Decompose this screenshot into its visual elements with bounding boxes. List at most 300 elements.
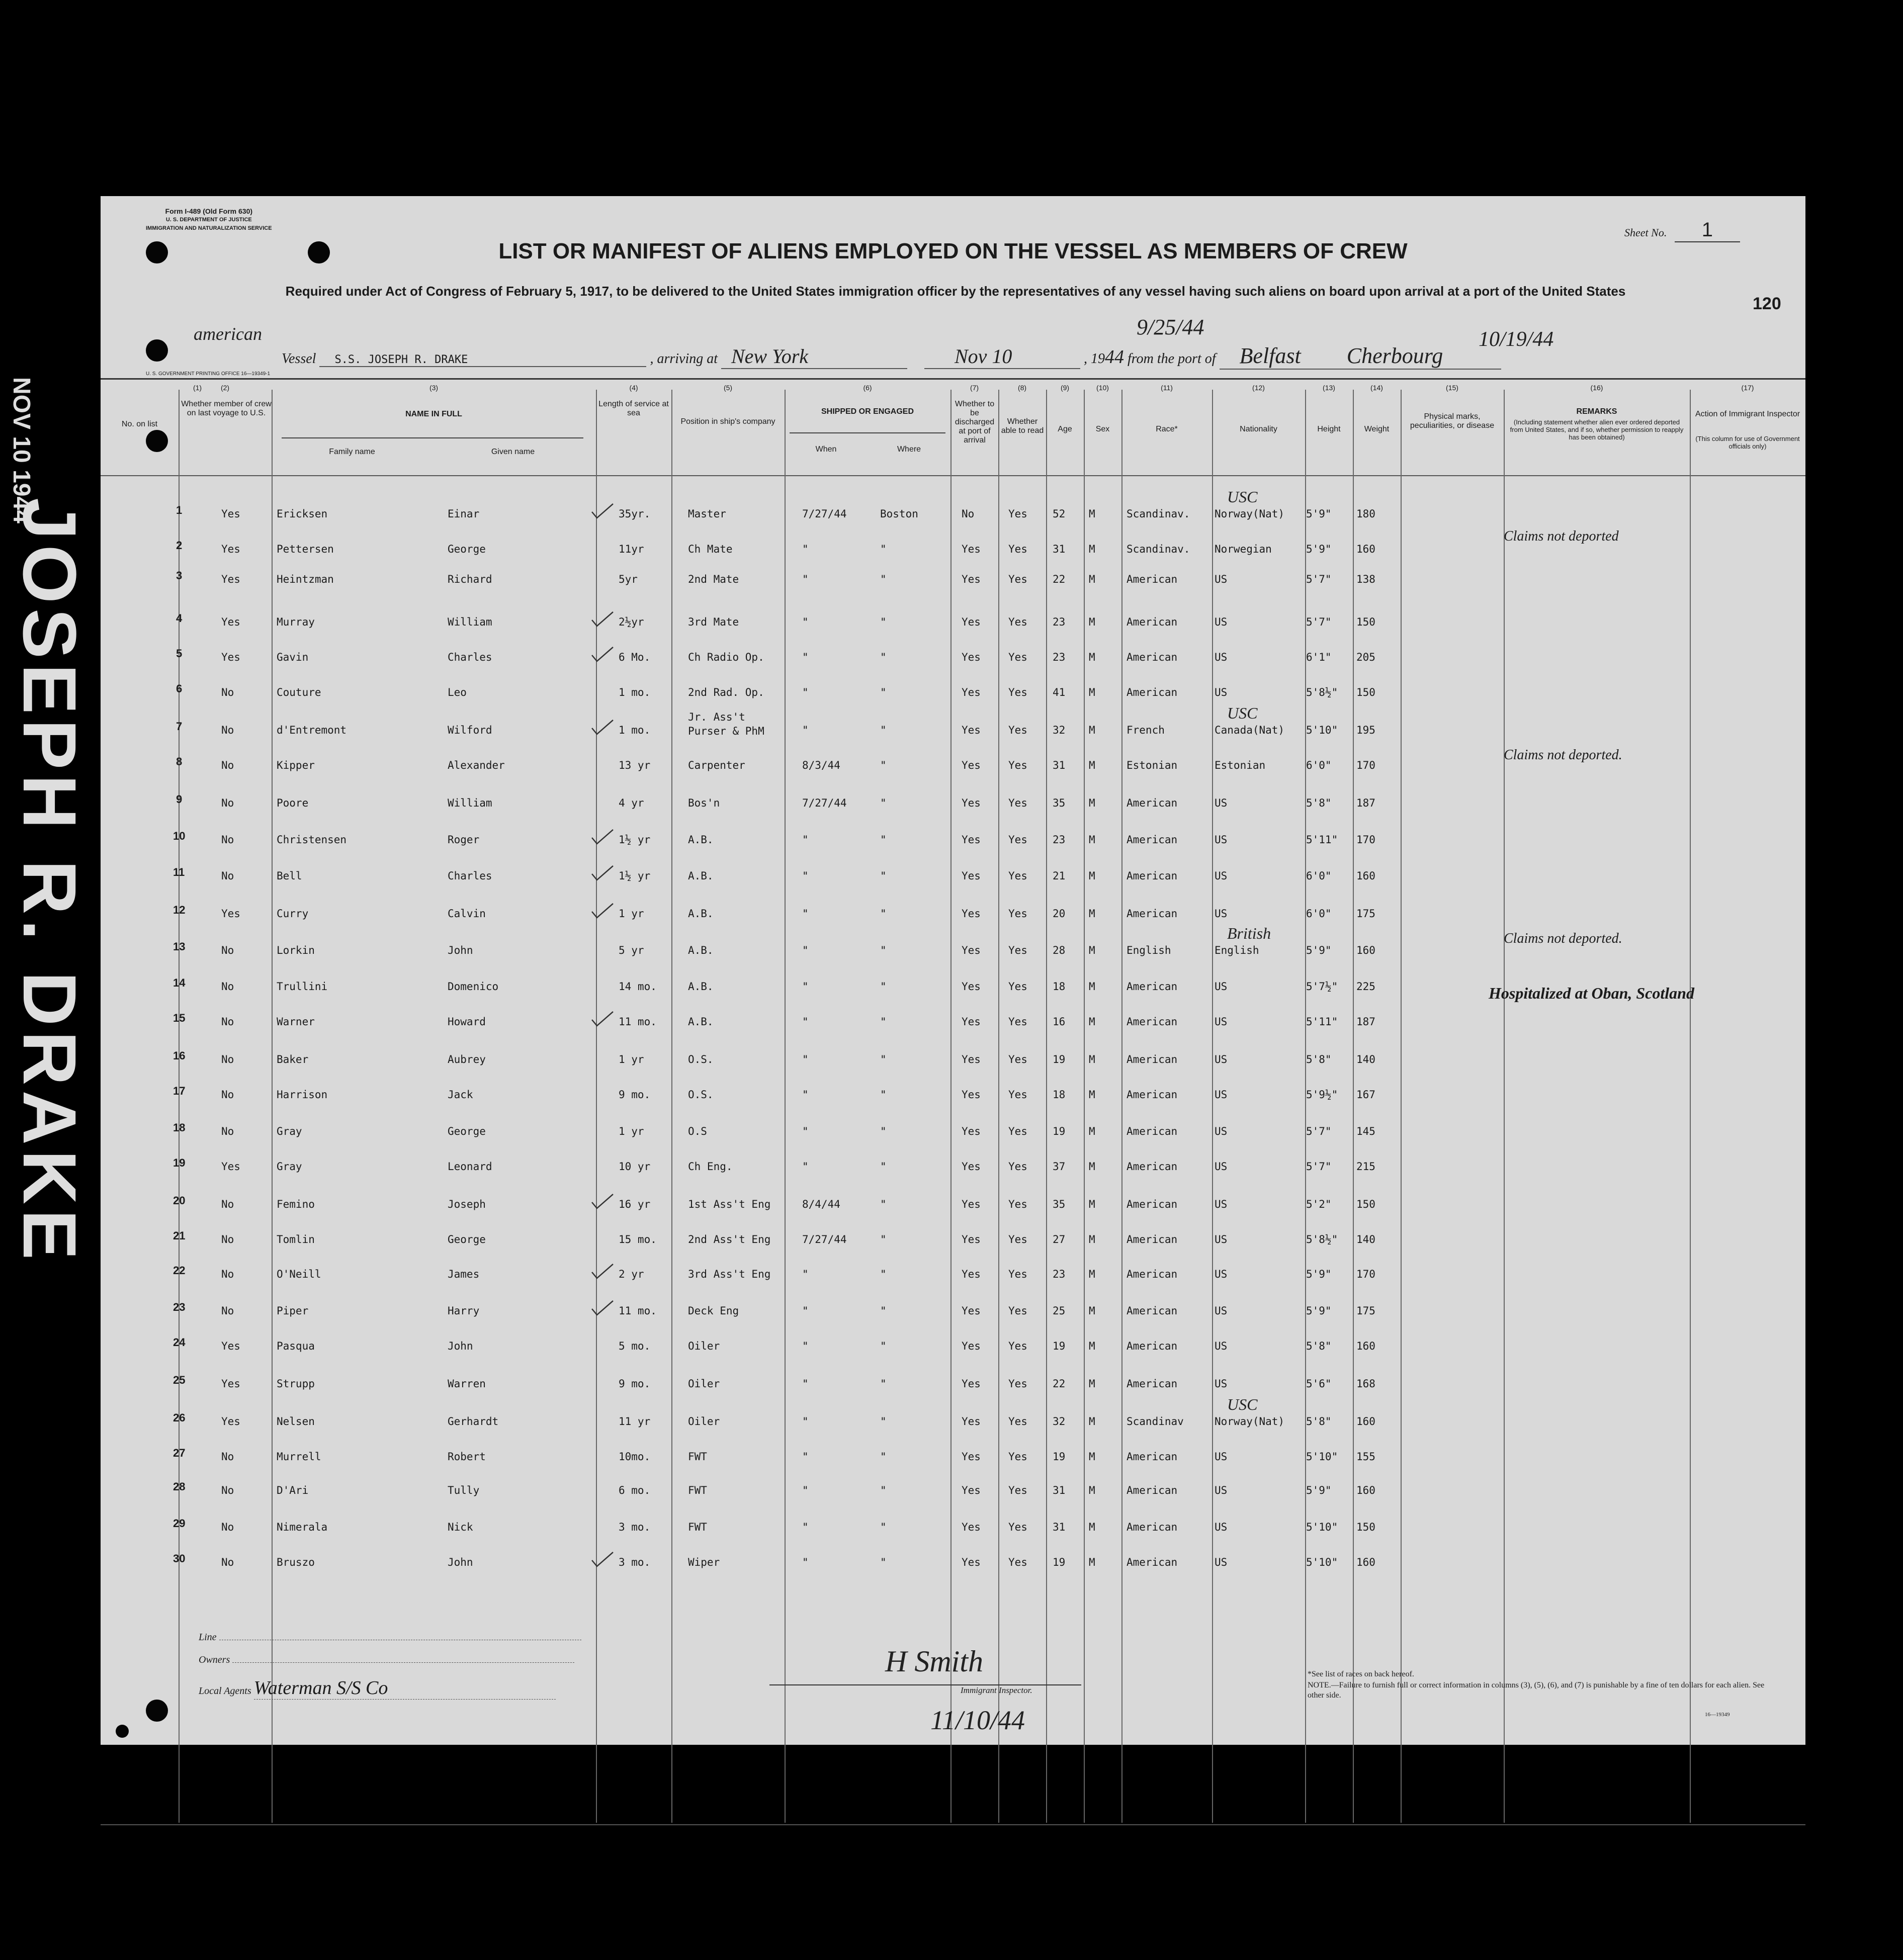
cell-read: Yes <box>1008 1415 1027 1428</box>
row-number: 13 <box>173 940 186 953</box>
cell-discharged: Yes <box>962 1484 981 1496</box>
cell-prev: No <box>221 1125 234 1137</box>
cell-position: FWT <box>688 1484 707 1496</box>
cell-position: Master <box>688 508 726 520</box>
cell-height: 5'7½" <box>1306 981 1338 993</box>
cell-weight: 155 <box>1356 1451 1375 1463</box>
cell-age: 19 <box>1053 1340 1066 1352</box>
cell-height: 5'8½" <box>1306 1233 1338 1245</box>
checkmark-icon <box>591 1193 614 1210</box>
checkmark-icon <box>591 903 614 920</box>
cell-read: Yes <box>1008 1484 1027 1496</box>
punch-hole <box>146 339 168 362</box>
cell-race: American <box>1127 1089 1178 1101</box>
cell-family: Strupp <box>277 1378 315 1390</box>
signature-date: 11/10/44 <box>930 1705 1025 1735</box>
departure-port: Belfast <box>1239 343 1301 368</box>
cell-discharged: Yes <box>962 870 981 882</box>
cell-where: " <box>880 651 887 663</box>
cell-when: 7/27/44 <box>802 508 847 520</box>
cell-position: Carpenter <box>688 759 745 771</box>
cell-age: 20 <box>1053 908 1066 920</box>
cell-where: " <box>880 1089 887 1101</box>
cell-read: Yes <box>1008 981 1027 993</box>
cell-position: Ch Mate <box>688 543 733 555</box>
cell-where: " <box>880 908 887 920</box>
cell-age: 23 <box>1053 1268 1066 1280</box>
cell-given: Domenico <box>448 981 499 993</box>
cell-family: Bell <box>277 870 302 882</box>
cell-when: " <box>802 724 809 736</box>
cell-position: A.B. <box>688 908 714 920</box>
cell-when: " <box>802 1451 809 1463</box>
cell-where: " <box>880 759 887 771</box>
col-header-shipped: SHIPPED OR ENGAGED <box>821 407 914 416</box>
cell-sex: M <box>1089 981 1095 993</box>
cell-where: " <box>880 724 887 736</box>
cell-read: Yes <box>1008 651 1027 663</box>
cell-given: Calvin <box>448 908 486 920</box>
row-number: 14 <box>173 976 186 989</box>
row-number: 25 <box>173 1374 186 1386</box>
cell-when: 8/3/44 <box>802 759 840 771</box>
cell-sex: M <box>1089 1089 1095 1101</box>
row-number: 22 <box>173 1264 186 1277</box>
cell-position: 2nd Mate <box>688 573 739 585</box>
colnum: (6) <box>863 384 872 392</box>
cell-service: 1 yr <box>619 908 644 920</box>
cell-discharged: Yes <box>962 543 981 555</box>
cell-given: Joseph <box>448 1198 486 1210</box>
cell-given: John <box>448 1340 473 1352</box>
col-header-weight: Weight <box>1364 425 1390 433</box>
cell-sex: M <box>1089 1378 1095 1390</box>
cell-race: American <box>1127 1484 1178 1496</box>
cell-age: 37 <box>1053 1161 1066 1173</box>
footer-owners: Owners <box>199 1654 574 1666</box>
cell-read: Yes <box>1008 1198 1027 1210</box>
cell-read: Yes <box>1008 1268 1027 1280</box>
cell-read: Yes <box>1008 543 1027 555</box>
cell-discharged: Yes <box>962 981 981 993</box>
department-name: U. S. DEPARTMENT OF JUSTICE <box>165 217 252 223</box>
row-number: 2 <box>176 539 183 552</box>
cell-given: Charles <box>448 651 492 663</box>
nationality-annotation: USC <box>1227 1395 1258 1413</box>
cell-read: Yes <box>1008 1378 1027 1390</box>
cell-weight: 170 <box>1356 1268 1375 1280</box>
cell-height: 5'9" <box>1306 1484 1332 1496</box>
cell-weight: 140 <box>1356 1233 1375 1245</box>
cell-sex: M <box>1089 1161 1095 1173</box>
cell-where: " <box>880 1198 887 1210</box>
cell-discharged: Yes <box>962 1053 981 1065</box>
cell-age: 35 <box>1053 1198 1066 1210</box>
arrival-port: New York <box>721 344 907 369</box>
cell-when: " <box>802 1378 809 1390</box>
cell-service: 9 mo. <box>619 1089 651 1101</box>
cell-prev: No <box>221 1305 234 1317</box>
col-divider <box>1084 390 1085 1823</box>
cell-position: Oiler <box>688 1340 720 1352</box>
col-header-discharged: Whether to be discharged at port of arrival <box>955 400 995 444</box>
cell-discharged: Yes <box>962 1415 981 1428</box>
col-header-service: Length of service at sea <box>598 400 669 417</box>
cell-when: " <box>802 1415 809 1428</box>
cell-weight: 140 <box>1356 1053 1375 1065</box>
row-number: 17 <box>173 1085 186 1097</box>
cell-given: John <box>448 944 473 956</box>
cell-given: Aubrey <box>448 1053 486 1065</box>
footnote-penalty: NOTE.—Failure to furnish full or correct information in columns (3), (5), (6), and (7) is punishable by a fine of ten dollars for each alien. See other side. <box>1308 1681 1765 1700</box>
col-header-given: Given name <box>491 448 535 456</box>
cell-when: 7/27/44 <box>802 797 847 809</box>
cell-prev: Yes <box>221 908 240 920</box>
colnum: (3) <box>429 384 439 392</box>
row-number: 18 <box>173 1121 186 1134</box>
cell-age: 22 <box>1053 573 1066 585</box>
agents-value: Waterman S/S Co <box>254 1677 556 1700</box>
col-divider <box>1690 390 1691 1823</box>
cell-when: " <box>802 616 809 628</box>
cell-prev: No <box>221 870 234 882</box>
row-number: 8 <box>176 755 183 768</box>
cell-discharged: Yes <box>962 724 981 736</box>
cell-read: Yes <box>1008 1016 1027 1028</box>
cell-discharged: Yes <box>962 1016 981 1028</box>
cell-prev: No <box>221 686 234 698</box>
cell-given: Leo <box>448 686 467 698</box>
checkmark-icon <box>591 829 614 846</box>
cell-family: d'Entremont <box>277 724 347 736</box>
colnum: (13) <box>1323 384 1335 392</box>
punch-hole <box>146 430 168 452</box>
cell-position: A.B. <box>688 834 714 846</box>
cell-sex: M <box>1089 1415 1095 1428</box>
footnote-races: *See list of races on back hereof. <box>1308 1670 1414 1678</box>
cell-read: Yes <box>1008 834 1027 846</box>
cell-nationality: US <box>1215 1233 1228 1245</box>
nationality-annotation: British <box>1227 924 1271 942</box>
cell-sex: M <box>1089 1556 1095 1568</box>
cell-read: Yes <box>1008 759 1027 771</box>
cell-service: 14 mo. <box>619 981 657 993</box>
row-number: 12 <box>173 904 186 916</box>
colnum: (5) <box>723 384 733 392</box>
cell-service: 35yr. <box>619 508 651 520</box>
cell-family: Trullini <box>277 981 328 993</box>
cell-nationality: US <box>1215 1521 1228 1533</box>
cell-read: Yes <box>1008 508 1027 520</box>
cell-when: " <box>802 1125 809 1137</box>
cell-service: 9 mo. <box>619 1378 651 1390</box>
checkmark-icon <box>591 1300 614 1317</box>
cell-read: Yes <box>1008 908 1027 920</box>
checkmark-icon <box>591 1263 614 1280</box>
col-divider <box>1401 390 1402 1823</box>
cell-read: Yes <box>1008 1305 1027 1317</box>
cell-weight: 160 <box>1356 1340 1375 1352</box>
cell-service: 11 mo. <box>619 1016 657 1028</box>
cell-family: Pasqua <box>277 1340 315 1352</box>
cell-height: 5'8½" <box>1306 686 1338 698</box>
cell-race: American <box>1127 1305 1178 1317</box>
page-title: LIST OR MANIFEST OF ALIENS EMPLOYED ON THE VESSEL AS MEMBERS OF CREW <box>498 239 1408 263</box>
cell-given: Robert <box>448 1451 486 1463</box>
punch-hole <box>116 1725 129 1738</box>
row-number: 7 <box>176 720 183 733</box>
cell-when: " <box>802 981 809 993</box>
cell-sex: M <box>1089 1125 1095 1137</box>
cell-when: " <box>802 1305 809 1317</box>
cell-nationality: Canada(Nat) <box>1215 724 1285 736</box>
cell-service: 5yr <box>619 573 638 585</box>
cell-sex: M <box>1089 686 1095 698</box>
remark-row-13: Claims not deported. <box>1504 931 1622 946</box>
cell-age: 31 <box>1053 1484 1066 1496</box>
cell-race: English <box>1127 944 1171 956</box>
cell-sex: M <box>1089 724 1095 736</box>
stamp-vessel-name: JOSEPH R. DRAKE <box>8 498 92 1265</box>
checkmark-icon <box>591 1011 614 1028</box>
cell-race: American <box>1127 1340 1178 1352</box>
remark-row-14: Hospitalized at Oban, Scotland <box>1489 984 1694 1002</box>
row-number: 9 <box>176 793 183 806</box>
cell-race: American <box>1127 834 1178 846</box>
row-number: 4 <box>176 612 183 625</box>
cell-where: " <box>880 573 887 585</box>
cell-position: A.B. <box>688 944 714 956</box>
cell-nationality: Norway(Nat) <box>1215 508 1285 520</box>
cell-where: " <box>880 1233 887 1245</box>
row-number: 20 <box>173 1194 186 1207</box>
cell-nationality: US <box>1215 686 1228 698</box>
cell-age: 23 <box>1053 616 1066 628</box>
cell-sex: M <box>1089 908 1095 920</box>
cell-race: American <box>1127 686 1178 698</box>
cell-discharged: Yes <box>962 1340 981 1352</box>
cell-prev: Yes <box>221 573 240 585</box>
cell-nationality: US <box>1215 1089 1228 1101</box>
cell-service: 11 yr <box>619 1415 651 1428</box>
cell-read: Yes <box>1008 1451 1027 1463</box>
cell-read: Yes <box>1008 1521 1027 1533</box>
cell-position: Oiler <box>688 1415 720 1428</box>
cell-family: Gavin <box>277 651 309 663</box>
cell-service: 1 mo. <box>619 724 651 736</box>
cell-family: Gray <box>277 1125 302 1137</box>
cell-height: 5'9" <box>1306 508 1332 520</box>
colnum: (1) <box>193 384 202 392</box>
col-divider <box>998 390 999 1823</box>
cell-sex: M <box>1089 834 1095 846</box>
cell-sex: M <box>1089 616 1095 628</box>
cell-read: Yes <box>1008 1233 1027 1245</box>
row-number: 24 <box>173 1336 186 1349</box>
cell-where: " <box>880 1484 887 1496</box>
cell-nationality: US <box>1215 1305 1228 1317</box>
cell-given: Howard <box>448 1016 486 1028</box>
cell-when: " <box>802 1521 809 1533</box>
cell-when: " <box>802 1340 809 1352</box>
col-divider <box>785 390 786 1823</box>
cell-weight: 175 <box>1356 908 1375 920</box>
form-identifier <box>146 207 272 233</box>
col-header-prev-voyage: Whether member of crew on last voyage to U.S. <box>181 400 272 417</box>
cell-service: 5 mo. <box>619 1340 651 1352</box>
stamp-date: NOV 10 1944 <box>8 377 35 523</box>
cell-service: 1 mo. <box>619 686 651 698</box>
cell-race: American <box>1127 616 1178 628</box>
col-divider <box>1305 390 1306 1823</box>
inspector-label: Immigrant Inspector. <box>961 1685 1032 1695</box>
cell-weight: 180 <box>1356 508 1375 520</box>
cell-discharged: No <box>962 508 975 520</box>
cell-service: 4 yr <box>619 797 644 809</box>
checkmark-icon <box>591 865 614 882</box>
footer-agents: Local Agents Waterman S/S Co <box>199 1677 556 1700</box>
cell-given: Charles <box>448 870 492 882</box>
cell-where: " <box>880 1125 887 1137</box>
cell-where: " <box>880 834 887 846</box>
cell-position: FWT <box>688 1521 707 1533</box>
row-number: 10 <box>173 830 186 842</box>
cell-race: American <box>1127 981 1178 993</box>
row-number: 28 <box>173 1480 186 1493</box>
departure-date-2: 10/19/44 <box>1479 328 1554 351</box>
col-header-where: Where <box>897 445 921 454</box>
cell-sex: M <box>1089 1305 1095 1317</box>
cell-family: Christensen <box>277 834 347 846</box>
cell-service: 15 mo. <box>619 1233 657 1245</box>
cell-discharged: Yes <box>962 1233 981 1245</box>
cell-nationality: US <box>1215 1125 1228 1137</box>
cell-race: French <box>1127 724 1165 736</box>
cell-prev: Yes <box>221 616 240 628</box>
cell-prev: No <box>221 1233 234 1245</box>
cell-prev: Yes <box>221 1378 240 1390</box>
cell-age: 19 <box>1053 1451 1066 1463</box>
cell-weight: 187 <box>1356 797 1375 809</box>
cell-weight: 168 <box>1356 1378 1375 1390</box>
cell-service: 10 yr <box>619 1161 651 1173</box>
row-number: 29 <box>173 1517 186 1530</box>
cell-family: Warner <box>277 1016 315 1028</box>
row-number: 15 <box>173 1012 186 1024</box>
cell-where: " <box>880 616 887 628</box>
remark-row-2: Claims not deported <box>1504 528 1619 544</box>
cell-given: Alexander <box>448 759 505 771</box>
cell-prev: Yes <box>221 1161 240 1173</box>
cell-given: Harry <box>448 1305 480 1317</box>
cell-weight: 175 <box>1356 1305 1375 1317</box>
cell-service: 1 yr <box>619 1125 644 1137</box>
cell-prev: No <box>221 981 234 993</box>
cell-position: O.S <box>688 1125 707 1137</box>
cell-position: Deck Eng <box>688 1305 739 1317</box>
cell-where: " <box>880 1556 887 1568</box>
cell-nationality: US <box>1215 1161 1228 1173</box>
cell-service: 2½yr <box>619 616 644 628</box>
cell-prev: No <box>221 1268 234 1280</box>
cell-service: 11 mo. <box>619 1305 657 1317</box>
cell-where: " <box>880 1268 887 1280</box>
cell-nationality: Norwegian <box>1215 543 1272 555</box>
cell-when: " <box>802 944 809 956</box>
colnum: (2) <box>220 384 230 392</box>
cell-prev: No <box>221 944 234 956</box>
row-number: 5 <box>176 647 183 660</box>
cell-height: 5'2" <box>1306 1198 1332 1210</box>
cell-discharged: Yes <box>962 1556 981 1568</box>
row-number: 21 <box>173 1229 186 1242</box>
cell-age: 18 <box>1053 981 1066 993</box>
sheet-label: Sheet No. <box>1624 226 1667 239</box>
cell-prev: No <box>221 1089 234 1101</box>
cell-discharged: Yes <box>962 1378 981 1390</box>
cell-position: A.B. <box>688 870 714 882</box>
cell-nationality: Norway(Nat) <box>1215 1415 1285 1428</box>
cell-weight: 195 <box>1356 724 1375 736</box>
cell-given: James <box>448 1268 480 1280</box>
cell-when: " <box>802 834 809 846</box>
row-number: 16 <box>173 1049 186 1062</box>
cell-when: " <box>802 686 809 698</box>
cell-where: " <box>880 1053 887 1065</box>
cell-family: Baker <box>277 1053 309 1065</box>
cell-given: Warren <box>448 1378 486 1390</box>
cell-age: 41 <box>1053 686 1066 698</box>
cell-nationality: US <box>1215 1340 1228 1352</box>
cell-height: 5'7" <box>1306 573 1332 585</box>
cell-family: Harrison <box>277 1089 328 1101</box>
col-header-remarks-note: (Including statement whether alien ever ordered deported from United States, and if so, whether permission to reapply has been obtained) <box>1510 418 1684 441</box>
cell-race: American <box>1127 1233 1178 1245</box>
col-header-position: Position in ship's company <box>680 417 775 426</box>
cell-race: Scandinav <box>1127 1415 1184 1428</box>
checkmark-icon <box>591 1551 614 1568</box>
table-top-rule <box>101 378 1805 380</box>
colnum: (16) <box>1590 384 1603 392</box>
cell-weight: 150 <box>1356 1521 1375 1533</box>
cell-height: 6'0" <box>1306 870 1332 882</box>
cell-race: American <box>1127 1198 1178 1210</box>
cell-prev: Yes <box>221 1415 240 1428</box>
cell-weight: 160 <box>1356 944 1375 956</box>
checkmark-icon <box>591 611 614 628</box>
cell-height: 5'10" <box>1306 1451 1338 1463</box>
cell-position: Jr. Ass't Purser & PhM <box>688 711 764 737</box>
cell-where: " <box>880 981 887 993</box>
cell-prev: Yes <box>221 508 240 520</box>
cell-given: William <box>448 616 492 628</box>
cell-prev: No <box>221 1016 234 1028</box>
cell-given: Jack <box>448 1089 473 1101</box>
cell-discharged: Yes <box>962 1161 981 1173</box>
cell-given: George <box>448 1125 486 1137</box>
inspector-signature: H Smith <box>885 1645 983 1678</box>
margin-stamp <box>0 176 101 1265</box>
cell-nationality: US <box>1215 1484 1228 1496</box>
cell-height: 6'0" <box>1306 908 1332 920</box>
cell-weight: 225 <box>1356 981 1375 993</box>
cell-given: George <box>448 1233 486 1245</box>
colnum: (15) <box>1446 384 1458 392</box>
cell-where: " <box>880 944 887 956</box>
page-number: 120 <box>1753 294 1781 313</box>
remark-row-8: Claims not deported. <box>1504 747 1622 763</box>
cell-where: " <box>880 1378 887 1390</box>
